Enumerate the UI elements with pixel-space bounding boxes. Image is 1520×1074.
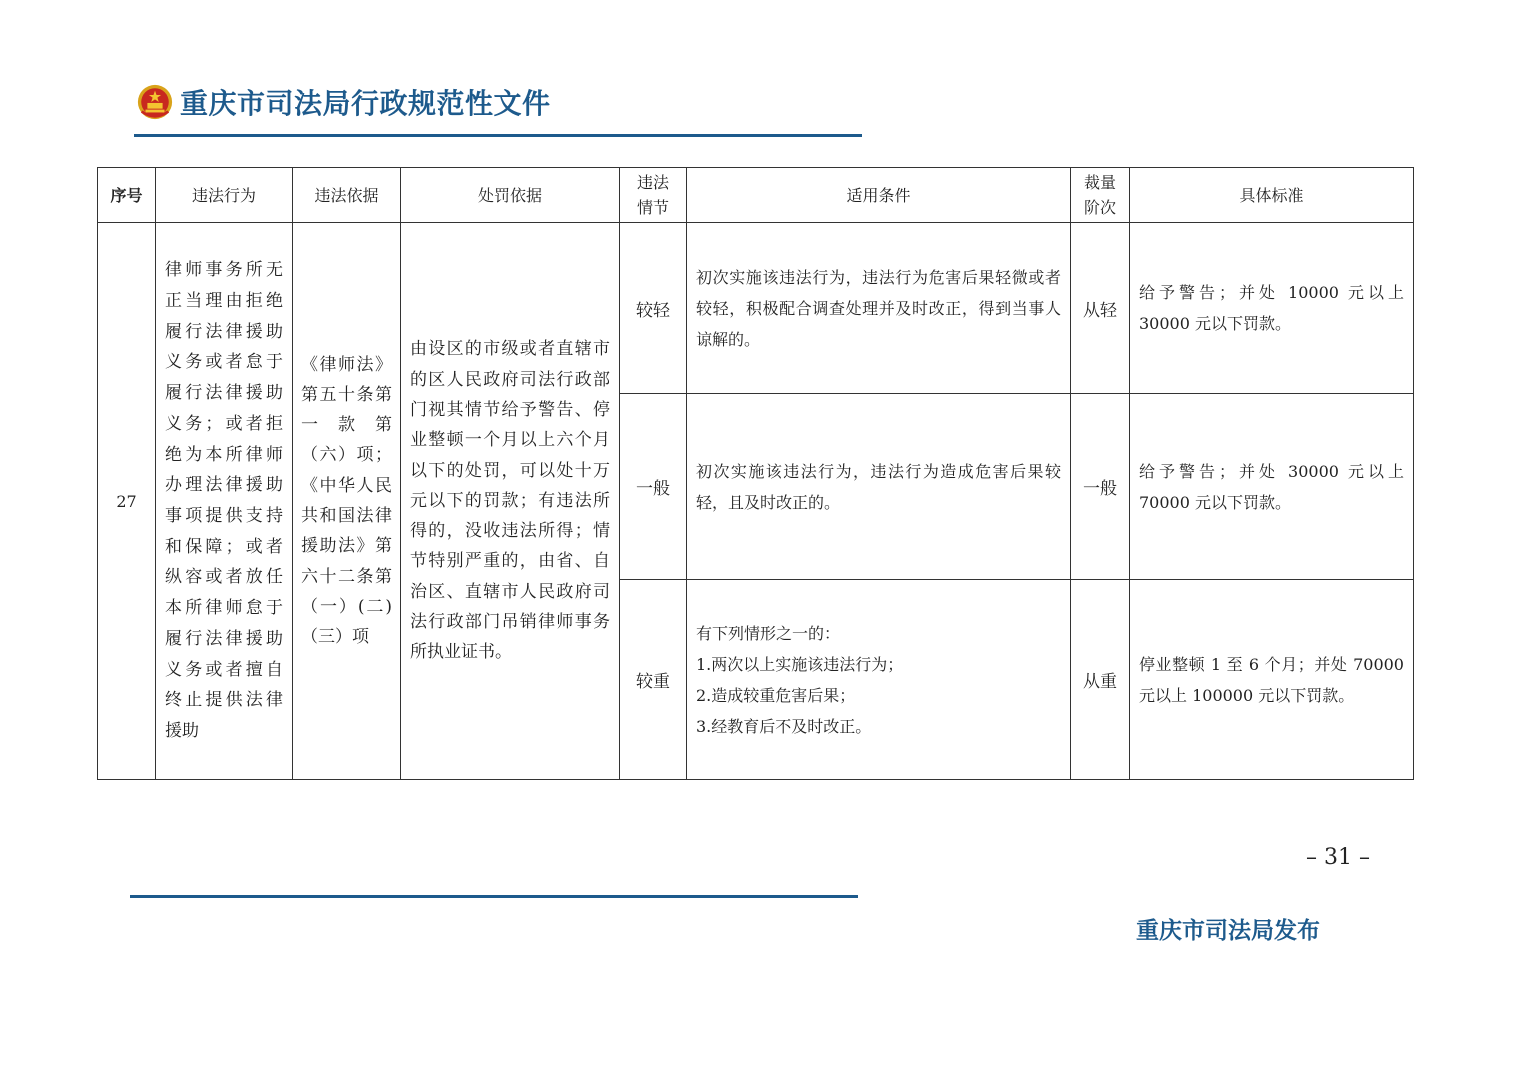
condition-serious-item-2: 2.造成较重危害后果； <box>696 685 856 705</box>
header-condition: 适用条件 <box>687 168 1071 223</box>
header-level <box>1071 168 1130 223</box>
circumstance-light: 较轻 <box>620 223 687 394</box>
header-law: 违法依据 <box>293 168 401 223</box>
standard-serious: 停业整顿 1 至 6 个月；并处 70000 元以上 100000 元以下罚款。 <box>1130 580 1414 780</box>
header-level-line2: 阶次 <box>1083 198 1116 217</box>
circumstance-general: 一般 <box>620 394 687 580</box>
condition-serious <box>687 580 1071 780</box>
penalty-basis: 由设区的市级或者直辖市的区人民政府司法行政部门视其情节给予警告、停业整顿一个月以上六个月以下的处罚，可以处十万元以下的罚款；有违法所得的，没收违法所得；情节特别严重的，由省、自治区、直辖市人民政府司法行政部门吊销律师事务所执业证书。 <box>401 223 620 780</box>
level-light: 从轻 <box>1071 223 1130 394</box>
condition-light: 初次实施该违法行为，违法行为危害后果轻微或者较轻，积极配合调查处理并及时改正，得到当事人谅解的。 <box>687 223 1071 394</box>
standard-light: 给予警告；并处 10000 元以上 30000 元以下罚款。 <box>1130 223 1414 394</box>
header-level-line1: 裁量 <box>1083 173 1116 192</box>
circumstance-serious: 较重 <box>620 580 687 780</box>
header-no: 序号 <box>98 168 156 223</box>
table-row <box>98 223 1414 394</box>
header-act: 违法行为 <box>156 168 293 223</box>
header-circumstance-line1: 违法 <box>636 173 669 192</box>
document-title: 重庆市司法局行政规范性文件 <box>180 87 551 120</box>
level-general: 一般 <box>1071 394 1130 580</box>
condition-general: 初次实施该违法行为，违法行为造成危害后果较轻，且及时改正的。 <box>687 394 1071 580</box>
footer-divider <box>130 895 858 898</box>
level-serious: 从重 <box>1071 580 1130 780</box>
condition-serious-intro: 有下列情形之一的： <box>696 623 841 643</box>
penalty-standard-table <box>97 167 1414 780</box>
table-header-row <box>98 168 1414 223</box>
header-divider <box>134 134 862 137</box>
publisher-name: 重庆市司法局发布 <box>1136 918 1320 944</box>
violation-law-basis: 《律师法》第五十条第一款第（六）项；《中华人民共和国法律援助法》第六十二条第（一）(二)（三）项 <box>293 223 401 780</box>
page-number: – 31 – <box>1306 845 1370 870</box>
header-circumstance-line2: 情节 <box>636 198 669 217</box>
standard-general: 给予警告；并处 30000 元以上 70000 元以下罚款。 <box>1130 394 1414 580</box>
condition-serious-item-1: 1.两次以上实施该违法行为； <box>696 654 904 674</box>
header-standard: 具体标准 <box>1130 168 1414 223</box>
violation-act: 律师事务所无正当理由拒绝履行法律援助义务或者怠于履行法律援助义务；或者拒绝为本所律师办理法律援助事项提供支持和保障；或者纵容或者放任本所律师怠于履行法律援助义务或者擅自终止提供法律援助 <box>156 223 293 780</box>
header-penalty: 处罚依据 <box>401 168 620 223</box>
row-number: 27 <box>98 223 156 780</box>
national-emblem-icon <box>136 83 174 121</box>
condition-serious-item-3: 3.经教育后不及时改正。 <box>696 716 872 736</box>
document-header <box>136 80 551 124</box>
header-circumstance <box>620 168 687 223</box>
